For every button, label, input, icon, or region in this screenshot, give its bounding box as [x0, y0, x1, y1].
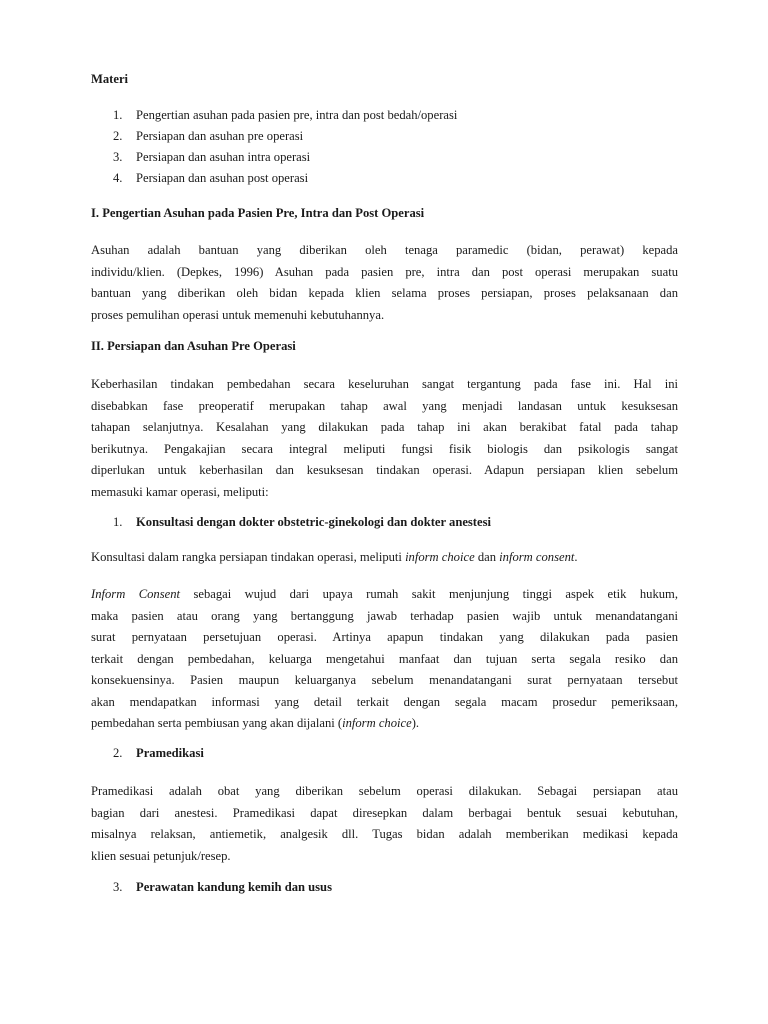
- section-2-paragraph: [91, 374, 678, 503]
- paragraph-line: bagian dari anestesi. Pramedikasi dapat diresepkan dalam berbagai bentuk sesuai kebutuhan,: [91, 805, 678, 820]
- item-1-paragraph: [91, 584, 678, 735]
- paragraph-line: [91, 713, 678, 735]
- paragraph-line: Pramedikasi adalah obat yang diberikan sebelum operasi dilakukan. Sebagai persiapan atau: [91, 784, 678, 798]
- item-3-title: Perawatan kandung kemih dan usus: [136, 880, 332, 894]
- text-run: dan: [474, 550, 500, 564]
- text-run: pembedahan serta pembiusan yang akan dijalani (: [91, 716, 343, 730]
- materi-heading: Materi: [91, 72, 129, 86]
- paragraph-line: bantuan yang diberikan oleh bidan kepada klien selama proses persiapan, proses pelaksanaan dan: [91, 286, 678, 300]
- paragraph-line: Asuhan adalah bantuan yang diberikan oleh tenaga paramedic (bidan, perawat) kepada: [91, 243, 678, 257]
- item-2-paragraph: [91, 781, 678, 867]
- list-item-number: 3.: [113, 150, 123, 164]
- text-run: sebagai wujud dari upaya rumah sakit menjunjung tinggi aspek etik hukum,: [180, 587, 678, 601]
- item-2-title: Pramedikasi: [136, 746, 204, 760]
- paragraph-line: surat pernyataan persetujuan operasi. Artinya apapun tindakan yang dilakukan pada pasien: [91, 630, 678, 644]
- list-item: Pengertian asuhan pada pasien pre, intra dan post bedah/operasi: [136, 108, 458, 122]
- item-3-number: 3.: [113, 880, 123, 894]
- section-1-paragraph: [91, 240, 678, 326]
- paragraph-line: misalnya relaksan, antiemetik, analgesik dll. Tugas bidan adalah memberikan medikasi kepada: [91, 827, 678, 841]
- text-run: .: [574, 550, 578, 564]
- item-1-title: Konsultasi dengan dokter obstetric-ginekologi dan dokter anestesi: [136, 515, 491, 529]
- item-1-number: 1.: [113, 515, 123, 529]
- paragraph-line: maka pasien atau orang yang bertanggung jawab terhadap pasien wajib untuk menandatangani: [91, 608, 678, 623]
- paragraph-line: memasuki kamar operasi, meliputi:: [91, 484, 269, 499]
- list-item: Persiapan dan asuhan intra operasi: [136, 150, 311, 164]
- list-item: Persiapan dan asuhan post operasi: [136, 171, 309, 185]
- paragraph-line: terkait dengan pembedahan, keluarga mengetahui manfaat dan tujuan serta segala resiko dan: [91, 651, 678, 666]
- emphasis-text: inform choice: [342, 716, 412, 730]
- section-2-title: II. Persiapan dan Asuhan Pre Operasi: [91, 339, 296, 353]
- text-run: Konsultasi dalam rangka persiapan tindakan operasi, meliputi: [91, 550, 406, 564]
- emphasis-text: Inform Consent: [91, 587, 181, 601]
- paragraph-line: proses pemulihan operasi untuk memenuhi kebutuhannya.: [91, 307, 385, 322]
- paragraph-line: akan mendapatkan informasi yang detail terkait dengan segala macam prosedur pemeriksaan,: [91, 694, 678, 709]
- section-1-title: I. Pengertian Asuhan pada Pasien Pre, Intra dan Post Operasi: [91, 206, 425, 220]
- text-run: ).: [411, 716, 420, 730]
- paragraph-line: konsekuensinya. Pasien maupun keluarganya sebelum menandatangani surat pernyataan tersebut: [91, 673, 678, 687]
- paragraph-line: klien sesuai petunjuk/resep.: [91, 848, 231, 863]
- paragraph-line: Keberhasilan tindakan pembedahan secara keseluruhan sangat tergantung pada fase ini. Hal ini: [91, 377, 678, 391]
- item-2-number: 2.: [113, 746, 123, 760]
- paragraph-line: tahapan selanjutnya. Kesalahan yang dilakukan pada tahap ini akan berakibat fatal pada tahap: [91, 420, 678, 434]
- paragraph-line: diperlukan untuk keberhasilan dan kesuksesan tindakan operasi. Adapun persiapan klien sebelum: [91, 463, 678, 477]
- list-item-number: 1.: [113, 108, 123, 122]
- list-item-number: 2.: [113, 129, 123, 143]
- paragraph-line: disebabkan fase preoperatif merupakan tahap awal yang menjadi landasan untuk kesuksesan: [91, 398, 678, 413]
- emphasis-text: inform choice: [405, 550, 475, 564]
- list-item-number: 4.: [113, 171, 123, 185]
- list-item: Persiapan dan asuhan pre operasi: [136, 129, 304, 143]
- paragraph-line: individu/klien. (Depkes, 1996) Asuhan pada pasien pre, intra dan post operasi merupakan suatu: [91, 264, 678, 279]
- paragraph-line: [91, 584, 678, 606]
- paragraph-line: berikutnya. Pengakajian secara integral meliputi fungsi fisik biologis dan psikologis sangat: [91, 441, 678, 456]
- item-1-intro: [91, 550, 578, 565]
- emphasis-text: inform consent: [499, 550, 575, 564]
